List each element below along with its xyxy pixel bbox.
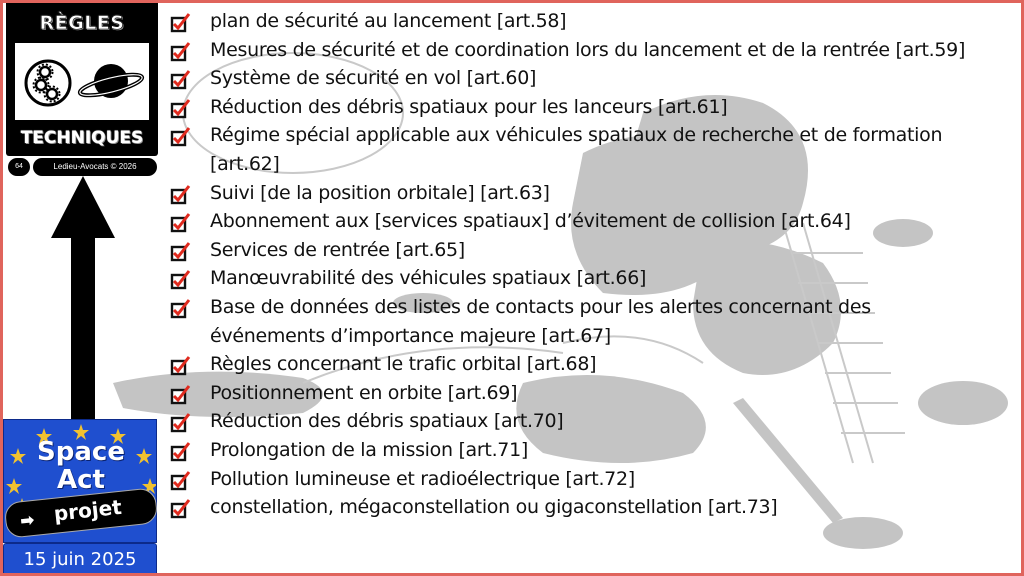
techniques-header: TECHNIQUES [6, 120, 158, 156]
item-label: Mesures de sécurité et de coordination lors du lancement et de la rentrée [art.59] [210, 38, 966, 61]
article-checklist [168, 7, 988, 522]
checked-checkbox-icon [170, 356, 192, 376]
list-item [168, 293, 988, 350]
list-item [168, 379, 988, 408]
projet-status-label: projet [52, 494, 123, 526]
date-label: 15 juin 2025 [3, 543, 157, 576]
list-item [168, 121, 988, 178]
icon-box [6, 43, 158, 120]
list-item [168, 264, 988, 293]
list-item [168, 436, 988, 465]
checked-checkbox-icon [170, 385, 192, 405]
checked-checkbox-icon [170, 13, 192, 33]
item-label: Suivi [de la position orbitale] [art.63] [210, 181, 550, 204]
copyright-label: Ledieu-Avocats © 2026 [33, 158, 157, 176]
item-label: Pollution lumineuse et radioélectrique [art.72] [210, 467, 635, 490]
item-label: Réduction des débris spatiaux [art.70] [210, 410, 564, 433]
list-item [168, 93, 988, 122]
planet-icon [15, 43, 149, 120]
space-act-title [4, 438, 157, 494]
up-arrow-icon [51, 176, 115, 421]
item-label: Manœuvrabilité des véhicules spatiaux [art.66] [210, 267, 647, 290]
list-item [168, 7, 988, 36]
checked-checkbox-icon [170, 213, 192, 233]
list-item [168, 64, 988, 93]
list-item [168, 36, 988, 65]
list-item [168, 465, 988, 494]
item-label: plan de sécurité au lancement [art.58] [210, 10, 567, 32]
checked-checkbox-icon [170, 70, 192, 90]
checked-checkbox-icon [170, 471, 192, 491]
checked-checkbox-icon [170, 270, 192, 290]
checked-checkbox-icon [170, 413, 192, 433]
item-label: constellation, mégaconstellation ou gigaconstellation [art.73] [210, 496, 778, 519]
arrow-right-icon: ➡ [19, 512, 35, 531]
list-item [168, 407, 988, 436]
list-item [168, 236, 988, 265]
list-item [168, 493, 988, 522]
checked-checkbox-icon [170, 442, 192, 462]
checked-checkbox-icon [170, 127, 192, 147]
item-label: Services de rentrée [art.65] [210, 238, 465, 261]
checked-checkbox-icon [170, 185, 192, 205]
list-item [168, 207, 988, 236]
checked-checkbox-icon [170, 99, 192, 119]
checked-checkbox-icon [170, 499, 192, 519]
space-act-title-line1: Space [37, 437, 125, 467]
regles-header: RÈGLES [6, 3, 158, 43]
list-item [168, 179, 988, 208]
item-label: Base de données des listes de contacts pour les alertes concernant des événements d’importance majeure [art.67] [210, 295, 871, 347]
checked-checkbox-icon [170, 299, 192, 319]
item-label: Abonnement aux [services spatiaux] d’évitement de collision [art.64] [210, 210, 851, 233]
list-item [168, 350, 988, 379]
page-number: 64 [8, 158, 30, 176]
item-label: Règles concernant le trafic orbital [art.68] [210, 353, 597, 376]
space-act-title-line2: Act [57, 465, 105, 495]
item-label: Prolongation de la mission [art.71] [210, 438, 528, 461]
item-label: Positionnement en orbite [art.69] [210, 381, 518, 404]
checked-checkbox-icon [170, 242, 192, 262]
item-label: Réduction des débris spatiaux pour les lanceurs [art.61] [210, 95, 728, 118]
checked-checkbox-icon [170, 42, 192, 62]
item-label: Régime spécial applicable aux véhicules spatiaux de recherche et de formation [art.62] [210, 124, 943, 175]
item-label: Système de sécurité en vol [art.60] [210, 67, 537, 90]
